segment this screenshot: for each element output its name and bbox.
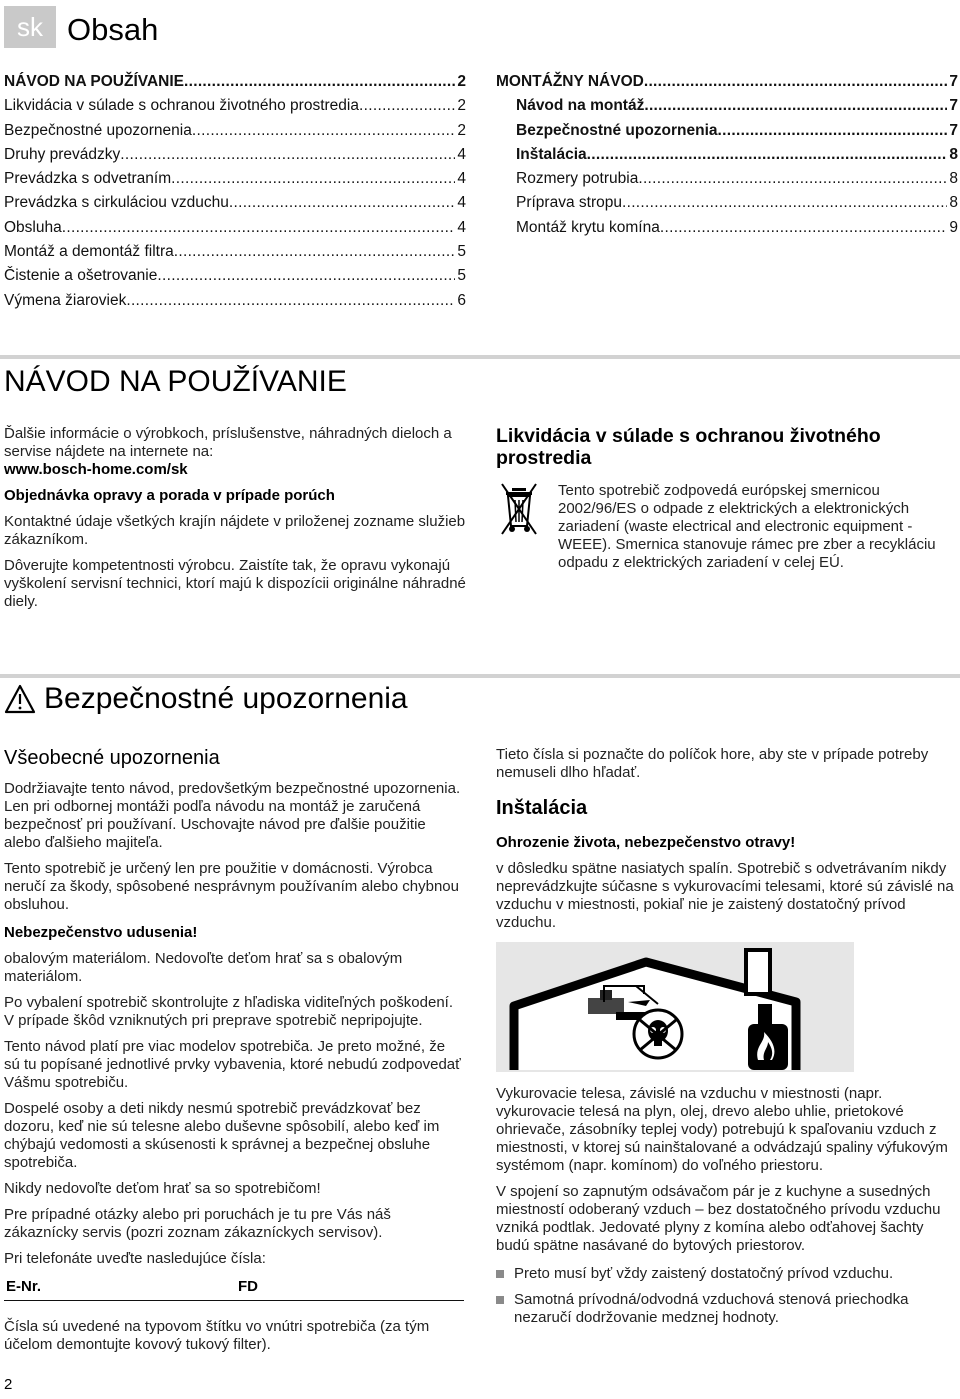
toc-entry[interactable] bbox=[4, 143, 466, 167]
usage-left-column bbox=[4, 425, 466, 619]
toc-entry-page: 7 bbox=[949, 73, 958, 90]
toc-leader-dots bbox=[622, 191, 947, 215]
toc-entry[interactable] bbox=[4, 264, 466, 288]
toc-entry-page: 8 bbox=[949, 170, 958, 188]
toc-entry[interactable] bbox=[4, 216, 466, 240]
paragraph: Dospelé osoby a deti nikdy nesmú spotrebič prevádzkovať bez dozoru, keď nie sú telesne alebo duševne spôsobilí, alebo keď im chýbajú vedomosti a skúsenosti k správnej a bezpečnej obsluhe spotrebiča. bbox=[4, 1100, 440, 1171]
toc-entry-page: 4 bbox=[457, 194, 466, 212]
section-divider bbox=[0, 674, 960, 678]
paragraph: Tento spotrebič je určený len pre použitie v domácnosti. Výrobca neručí za škody, spôsobené nesprávnym používaním alebo chybnou obsluhou. bbox=[4, 860, 459, 913]
install-heading: Inštalácia bbox=[496, 797, 588, 819]
toc-leader-dots bbox=[171, 167, 455, 191]
page-number: 2 bbox=[4, 1376, 13, 1393]
toc-entry-page: 5 bbox=[457, 243, 466, 261]
toc-leader-dots bbox=[126, 289, 455, 313]
safety-left-column bbox=[4, 746, 464, 1362]
toc-entry[interactable] bbox=[4, 167, 466, 191]
weee-bin-icon bbox=[496, 480, 542, 538]
toc-entry[interactable] bbox=[496, 216, 958, 240]
toc-entry[interactable] bbox=[4, 70, 466, 94]
toc-entry-page: 4 bbox=[457, 218, 466, 236]
general-paragraphs bbox=[4, 780, 464, 914]
disposal-text: Tento spotrebič zodpovedá európskej smernicou 2002/96/ES o odpade z elektrických a elektronických zariadení (waste electrical and electronic equipment - WEEE). Smernica stanovuje rámec pre zber a recykláciu odpadu z elektrických zariadení v celej EÚ. bbox=[558, 482, 936, 571]
flue-gas-hazard-illustration bbox=[496, 942, 854, 1072]
toc-leader-dots bbox=[184, 70, 455, 94]
bullet-item bbox=[496, 1291, 956, 1327]
toc-entry-page: 9 bbox=[949, 218, 958, 236]
fd-label: FD bbox=[238, 1278, 258, 1295]
toc-entry-label: MONTÁŽNY NÁVOD bbox=[496, 73, 644, 90]
toc-entry-label: Výmena žiaroviek bbox=[4, 291, 127, 309]
enr-label: E-Nr. bbox=[6, 1278, 42, 1295]
disposal-heading: Likvidácia v súlade s ochranou životného prostredia bbox=[496, 425, 881, 469]
toc-entry-page: 4 bbox=[457, 145, 466, 163]
heating-paragraphs bbox=[496, 1085, 956, 1255]
toc-entry-page: 8 bbox=[949, 145, 958, 163]
toc-entry-label: NÁVOD NA POUŽÍVANIE bbox=[4, 73, 184, 90]
toc-entry-page: 7 bbox=[949, 121, 958, 139]
paragraph: Nikdy nedovoľte deťom hrať sa so spotrebičom! bbox=[4, 1180, 321, 1197]
paragraph: Po vybalení spotrebič skontrolujte z hľadiska viditeľných poškodení. V prípade škôd vzniknutých pri preprave spotrebič nepripojujte. bbox=[4, 994, 453, 1029]
toc-entry-label: Montáž a demontáž filtra bbox=[4, 243, 174, 261]
toc-entry-page: 8 bbox=[949, 194, 958, 212]
enr-field-line[interactable] bbox=[4, 1300, 464, 1301]
toc-entry-label: Rozmery potrubia bbox=[516, 170, 639, 188]
toc-leader-dots bbox=[157, 264, 455, 288]
toc-entry[interactable] bbox=[4, 94, 466, 118]
toc-leader-dots bbox=[229, 191, 456, 215]
toc-leader-dots bbox=[62, 216, 456, 240]
poison-heading: Ohrozenie života, nebezpečenstvo otravy! bbox=[496, 834, 796, 851]
toc-entry-label: Inštalácia bbox=[516, 145, 587, 163]
repair-heading: Objednávka opravy a porada v prípade porúch bbox=[4, 487, 335, 504]
toc-leader-dots bbox=[644, 94, 947, 118]
general-heading: Všeobecné upozornenia bbox=[4, 747, 220, 769]
safety-right-column bbox=[496, 746, 956, 940]
right-intro: Tieto čísla si poznačte do políčok hore, aby ste v prípade potreby nemuseli dlho hľadať. bbox=[496, 746, 929, 781]
toc-leader-dots bbox=[718, 119, 948, 143]
toc-leader-dots bbox=[587, 143, 948, 167]
paragraph: Vykurovacie telesa, závislé na vzduchu v miestnosti (napr. vykurovacie telesá na plyn, olej, drevo alebo uhlie, prietokové ohrievače, zásobníky teplej vody) potrebujú k spaľovaniu vzduch z miestnosti, v ktorej sú nainštalované a odvádzajú spaliny výfukovým systémom (napr. komínom) do voľného priestoru. bbox=[496, 1085, 948, 1174]
toc-entry-page: 5 bbox=[457, 267, 466, 285]
toc-leader-dots bbox=[192, 119, 456, 143]
poison-text: v dôsledku spätne nasiatych spalín. Spotrebič s odvetrávaním nikdy neprevádzkujte súčasne s vykurovacími telesami, ktoré sú závislé na vzduchu v miestnosti, pokiaľ nie je zaistený dostatočný prívod vzduchu. bbox=[496, 860, 954, 931]
toc-entry-page: 2 bbox=[457, 97, 466, 115]
toc-leader-dots bbox=[120, 143, 455, 167]
toc-entry[interactable] bbox=[4, 119, 466, 143]
toc-entry-page: 7 bbox=[949, 97, 958, 115]
bullet-text: Samotná prívodná/odvodná vzduchová stenová priechodka nezaručí dodržovanie medznej hodnoty. bbox=[514, 1291, 909, 1326]
air-supply-bullets bbox=[496, 1265, 956, 1327]
toc-entry[interactable] bbox=[496, 119, 958, 143]
warning-triangle-icon bbox=[4, 684, 36, 714]
toc-entry-label: Prevádzka s cirkuláciou vzduchu bbox=[4, 194, 229, 212]
toc-entry-label: Čistenie a ošetrovanie bbox=[4, 267, 158, 285]
toc-entry[interactable] bbox=[496, 94, 958, 118]
toc-entry-label: Druhy prevádzky bbox=[4, 145, 121, 163]
toc-entry[interactable] bbox=[496, 191, 958, 215]
toc-entry-label: Obsluha bbox=[4, 218, 62, 236]
suffocation-paragraphs bbox=[4, 950, 464, 1268]
toc-entry-label: Príprava stropu bbox=[516, 194, 622, 212]
paragraph: obalovým materiálom. Nedovoľte deťom hrať sa s obalovým materiálom. bbox=[4, 950, 403, 985]
toc-entry-label: Montáž krytu komína bbox=[516, 218, 660, 236]
toc-entry[interactable] bbox=[496, 167, 958, 191]
toc-entry[interactable] bbox=[496, 70, 958, 94]
toc-entry[interactable] bbox=[4, 191, 466, 215]
usage-intro: Ďalšie informácie o výrobkoch, príslušenstve, náhradných dieloch a servise nájdete na internete na: bbox=[4, 425, 452, 460]
toc-entry-page: 2 bbox=[457, 121, 466, 139]
page-title: Obsah bbox=[67, 12, 159, 47]
toc-leader-dots bbox=[359, 94, 455, 118]
suffocation-heading: Nebezpečenstvo udusenia! bbox=[4, 924, 198, 941]
toc-left bbox=[4, 70, 466, 313]
toc-entry-label: Likvidácia v súlade s ochranou životného prostredia bbox=[4, 97, 359, 115]
repair-paragraph-1: Kontaktné údaje všetkých krajín nájdete v priloženej zozname služieb zákazníkom. bbox=[4, 513, 466, 548]
usage-title: NÁVOD NA POUŽÍVANIE bbox=[4, 365, 347, 398]
enr-fd-row bbox=[4, 1276, 464, 1304]
toc-entry-page: 4 bbox=[457, 170, 466, 188]
paragraph: V spojení so zapnutým odsávačom pár je z kuchyne a susedných miestností odoberaný vzduch – bez dostatočného prívodu vzduchu vzniká podtlak. Jedovaté plyny z komína alebo odťahovej šachty budú spätne nasávané do bytových priestorov. bbox=[496, 1183, 941, 1254]
bullet-square-icon bbox=[496, 1270, 504, 1278]
language-badge: sk bbox=[4, 6, 56, 48]
toc-entry[interactable] bbox=[4, 289, 466, 313]
toc-leader-dots bbox=[644, 70, 948, 94]
rating-plate-text: Čísla sú uvedené na typovom štítku vo vnútri spotrebiča (za tým účelom demontujte kovový tukový filter). bbox=[4, 1318, 430, 1353]
toc-leader-dots bbox=[638, 167, 947, 191]
bullet-text: Preto musí byť vždy zaistený dostatočný prívod vzduchu. bbox=[514, 1265, 894, 1282]
toc-entry-label: Návod na montáž bbox=[516, 97, 645, 115]
toc-entry-label: Prevádzka s odvetraním bbox=[4, 170, 172, 188]
toc-entry[interactable] bbox=[496, 143, 958, 167]
toc-entry[interactable] bbox=[4, 240, 466, 264]
toc-entry-label: Bezpečnostné upozornenia bbox=[516, 121, 718, 139]
toc-entry-page: 2 bbox=[457, 73, 466, 90]
bullet-item bbox=[496, 1265, 956, 1283]
safety-title: Bezpečnostné upozornenia bbox=[44, 682, 408, 715]
section-divider bbox=[0, 355, 960, 359]
bullet-square-icon bbox=[496, 1296, 504, 1304]
safety-right-lower bbox=[496, 1085, 956, 1335]
paragraph: Pri telefonáte uveďte nasledujúce čísla: bbox=[4, 1250, 266, 1267]
usage-url[interactable]: www.bosch-home.com/sk bbox=[4, 461, 188, 478]
toc-leader-dots bbox=[174, 240, 456, 264]
toc-right bbox=[496, 70, 958, 240]
toc-leader-dots bbox=[660, 216, 948, 240]
repair-paragraph-2: Dôverujte kompetentnosti výrobcu. Zaistíte tak, že opravu vykonajú vyškolení servisní technici, ktorí majú k dispozícii originálne náhradné diely. bbox=[4, 557, 466, 610]
toc-entry-page: 6 bbox=[457, 291, 466, 309]
paragraph: Tento návod platí pre viac modelov spotrebiča. Je preto možné, že sú tu popísané jednotlivé prvky vybavenia, ktoré nebudú zodpovedať Vášmu spotrebiču. bbox=[4, 1038, 461, 1091]
paragraph: Pre prípadné otázky alebo pri poruchách je tu pre Vás náš zákaznícky servis (pozri zoznam zákazníckych servisov). bbox=[4, 1206, 391, 1241]
paragraph: Dodržiavajte tento návod, predovšetkým bezpečnostné upozornenia. Len pri odbornej montáži podľa návodu na montáž je zaručená bezpečnosť pri používaní. Uschovajte návod pre ďalšie použitie alebo ďalšieho majiteľa. bbox=[4, 780, 461, 851]
toc-entry-label: Bezpečnostné upozornenia bbox=[4, 121, 192, 139]
